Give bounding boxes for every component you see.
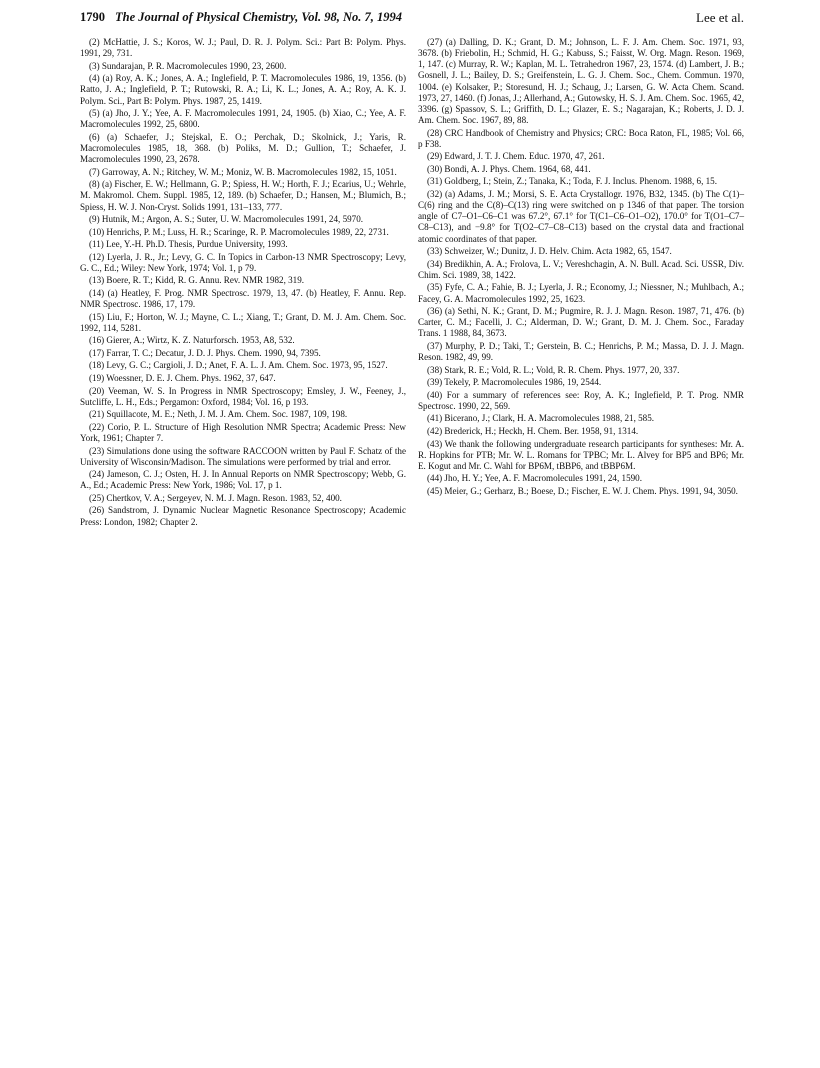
reference-entry: (15) Liu, F.; Horton, W. J.; Mayne, C. L.; Xiang, T.; Grant, D. M. J. Am. Chem. Soc. 1992, 114, 5281. xyxy=(80,311,406,333)
reference-entry: (34) Bredikhin, A. A.; Frolova, L. V.; Vereshchagin, A. N. Bull. Acad. Sci. USSR, Div. Chim. Sci. 1989, 38, 1422. xyxy=(418,258,744,280)
page-number: 1790 xyxy=(80,10,105,24)
reference-entry: (7) Garroway, A. N.; Ritchey, W. M.; Moniz, W. B. Macromolecules 1982, 15, 1051. xyxy=(89,166,397,177)
reference-entry: (27) (a) Dalling, D. K.; Grant, D. M.; Johnson, L. F. J. Am. Chem. Soc. 1971, 93, 3678. (b) Friebolin, H.; Schmid, H. G.; Kabuss, S.; Faisst, W. Org. Magn. Reson. 1969, 1, 147. (c) Murray, R. W.; Kaplan, M. L. Tetrahedron 1967, 23, 1574. (d) Lambert, J. B.; Gosnell, J. L.; Bailey, D. S.; Greifenstein, L. G. J. Chem. Soc., Chem. Commun. 1970, 1004. (e) Kolsaker, P.; Storesund, H. J.; Schaug, J.; Larsen, G. W. Acta Chem. Scand. 1973, 27, 1460. (f) Jonas, J.; Allerhand, A.; Gutowsky, H. S. J. Am. Chem. Soc. 1965, 42, 3396. (g) Spassov, S. L.; Griffith, D. L.; Glazer, E. S.; Nagarajan, K.; Roberts, J. D. J. Am. Chem. Soc. 1967, 89, 88. xyxy=(418,37,744,126)
reference-entry: (31) Goldberg, I.; Stein, Z.; Tanaka, K.; Toda, F. J. Inclus. Phenom. 1988, 6, 15. xyxy=(427,176,717,187)
reference-entry: (6) (a) Schaefer, J.; Stejskal, E. O.; Perchak, D.; Skolnick, J.; Yaris, R. Macromolecules 1985, 18, 368. (b) Poliks, M. D.; Gullion, T.; Schaefer, J. Macromolecules 1990, 23, 2678. xyxy=(80,131,406,165)
reference-entry: (14) (a) Heatley, F. Prog. NMR Spectrosc. 1979, 13, 47. (b) Heatley, F. Annu. Rep. NMR Spectrosc. 1986, 17, 179. xyxy=(80,287,406,310)
reference-entry: (33) Schweizer, W.; Dunitz, J. D. Helv. Chim. Acta 1982, 65, 1547. xyxy=(427,246,672,257)
reference-entry: (43) We thank the following undergraduate research participants for syntheses: Mr. A. R. Hopkins for PTB; Mr. W. L. Romans for TPBC; Mr. L. Alvey for BP5 and BP6; Mr. E. Kogut and Mr. C. Wahl for BP6M, tBBP6, and tBBP6M. xyxy=(418,438,744,471)
running-authors: Lee et al. xyxy=(696,10,744,25)
reference-entry: (35) Fyfe, C. A.; Fahie, B. J.; Lyerla, J. R.; Economy, J.; Niessner, N.; Muhlbach, A.; Facey, G. A. Macromolecules 1992, 25, 1623. xyxy=(418,282,744,304)
reference-entry: (12) Lyerla, J. R., Jr.; Levy, G. C. In Topics in Carbon-13 NMR Spectroscopy; Levy, G. C., Ed.; Wiley: New York, 1974; Vol. 1, p 79. xyxy=(80,251,406,273)
reference-entry: (26) Sandstrom, J. Dynamic Nuclear Magnetic Resonance Spectroscopy; Academic Press: London, 1982; Chapter 2. xyxy=(80,505,406,527)
reference-entry: (30) Bondi, A. J. Phys. Chem. 1964, 68, 441. xyxy=(427,163,591,174)
reference-entry: (42) Brederick, H.; Heckh, H. Chem. Ber. 1958, 91, 1314. xyxy=(427,426,639,437)
reference-entry: (29) Edward, J. T. J. Chem. Educ. 1970, 47, 261. xyxy=(427,151,605,162)
reference-entry: (5) (a) Jho, J. Y.; Yee, A. F. Macromolecules 1991, 24, 1905. (b) Xiao, C.; Yee, A. F. Macromolecules 1992, 25, 6800. xyxy=(80,108,406,130)
reference-entry: (38) Stark, R. E.; Vold, R. L.; Vold, R. R. Chem. Phys. 1977, 20, 337. xyxy=(427,364,680,375)
references-right-column xyxy=(418,37,744,499)
reference-entry: (36) (a) Sethi, N. K.; Grant, D. M.; Pugmire, R. J. J. Magn. Reson. 1987, 71, 476. (b) Carter, C. M.; Facelli, J. C.; Alderman, D. W.; Grant, D. M. J. Chem. Soc., Faraday Trans. 1 1988, 84, 3673. xyxy=(418,306,744,339)
reference-entry: (19) Woessner, D. E. J. Chem. Phys. 1962, 37, 647. xyxy=(89,373,276,384)
reference-entry: (13) Boere, R. T.; Kidd, R. G. Annu. Rev. NMR 1982, 319. xyxy=(89,275,305,286)
running-header xyxy=(80,10,744,28)
reference-entry: (40) For a summary of references see: Roy, A. K.; Inglefield, P. T. Prog. NMR Spectrosc. 1990, 22, 569. xyxy=(418,389,744,411)
reference-entry: (24) Jameson, C. J.; Osten, H. J. In Annual Reports on NMR Spectroscopy; Webb, G. A., Ed.; Academic Press: New York, 1986; Vol. 17, p 1. xyxy=(80,469,406,491)
reference-entry: (22) Corio, P. L. Structure of High Resolution NMR Spectra; Academic Press: New York, 1961; Chapter 7. xyxy=(80,421,406,443)
references-left-column xyxy=(80,37,406,529)
reference-entry: (18) Levy, G. C.; Cargioli, J. D.; Anet, F. A. L. J. Am. Chem. Soc. 1973, 95, 1527. xyxy=(89,360,388,371)
reference-entry: (8) (a) Fischer, E. W.; Hellmann, G. P.; Spiess, H. W.; Horth, F. J.; Ecarius, U.; Wehrle, M. Makromol. Chem. Suppl. 1985, 12, 189. (b) Schaefer, D.; Hansen, M.; Blumich, B.; Spiess, H. W. J. Non-Cryst. Solids 1991, 131–133, 777. xyxy=(80,179,406,212)
reference-entry: (20) Veeman, W. S. In Progress in NMR Spectroscopy; Emsley, J. W., Feeney, J., Sutcliffe, L. H., Eds.; Pergamon: Oxford, 1984; Vol. 16, p 193. xyxy=(80,385,406,407)
reference-entry: (45) Meier, G.; Gerharz, B.; Boese, D.; Fischer, E. W. J. Chem. Phys. 1991, 94, 3050. xyxy=(427,485,738,496)
reference-entry: (9) Hutnik, M.; Argon, A. S.; Suter, U. W. Macromolecules 1991, 24, 5970. xyxy=(89,214,364,225)
reference-entry: (11) Lee, Y.-H. Ph.D. Thesis, Purdue University, 1993. xyxy=(89,239,288,250)
reference-entry: (23) Simulations done using the software RACCOON written by Paul F. Schatz of the University of Wisconsin/Madison. The simulations were performed by trial and error. xyxy=(80,445,406,467)
reference-entry: (39) Tekely, P. Macromolecules 1986, 19, 2544. xyxy=(427,377,602,388)
reference-entry: (41) Bicerano, J.; Clark, H. A. Macromolecules 1988, 21, 585. xyxy=(427,413,655,424)
reference-entry: (16) Gierer, A.; Wirtz, K. Z. Naturforsch. 1953, A8, 532. xyxy=(89,335,295,346)
reference-entry: (28) CRC Handbook of Chemistry and Physics; CRC: Boca Raton, FL, 1985; Vol. 66, p F38. xyxy=(418,127,744,149)
reference-entry: (44) Jho, H. Y.; Yee, A. F. Macromolecules 1991, 24, 1590. xyxy=(427,473,642,484)
reference-entry: (25) Chertkov, V. A.; Sergeyev, N. M. J. Magn. Reson. 1983, 52, 400. xyxy=(89,492,342,503)
reference-entry: (3) Sundarajan, P. R. Macromolecules 1990, 23, 2600. xyxy=(89,60,287,71)
reference-entry: (32) (a) Adams, J. M.; Morsi, S. E. Acta Crystallogr. 1976, B32, 1345. (b) The C(1)–C(6) ring and the C(8)–C(13) ring were switched on p 1346 of that paper. The torsion angle of C7–O1–C6–C1 was 67.2°, 67.1° for T(C1–C6–O1–O2), 170.0° for T(O1–C7–C8–C13), and −9.8° for T(O2–C7–C8–C13) based on the crystal data and fractional atomic coordinates of that paper. xyxy=(418,188,744,244)
journal-citation: The Journal of Physical Chemistry, Vol. 98, No. 7, 1994 xyxy=(115,10,403,24)
reference-entry: (2) McHattie, J. S.; Koros, W. J.; Paul, D. R. J. Polym. Sci.: Part B: Polym. Phys. 1991, 29, 731. xyxy=(80,37,406,59)
reference-entry: (21) Squillacote, M. E.; Neth, J. M. J. Am. Chem. Soc. 1987, 109, 198. xyxy=(89,409,348,420)
reference-entry: (4) (a) Roy, A. K.; Jones, A. A.; Inglefield, P. T. Macromolecules 1986, 19, 1356. (b) Ratto, J. A.; Inglefield, P. T.; Rutowski, R. A.; Li, K. L.; Jones, A. A.; Roy, A. K. J. Polym. Sci., Part B: Polym. Phys. 1987, 25, 1419. xyxy=(80,73,406,106)
reference-entry: (17) Farrar, T. C.; Decatur, J. D. J. Phys. Chem. 1990, 94, 7395. xyxy=(89,347,321,358)
reference-entry: (10) Henrichs, P. M.; Luss, H. R.; Scaringe, R. P. Macromolecules 1989, 22, 2731. xyxy=(89,226,389,237)
reference-entry: (37) Murphy, P. D.; Taki, T.; Gerstein, B. C.; Henrichs, P. M.; Massa, D. J. J. Magn. Reson. 1982, 49, 99. xyxy=(418,340,744,363)
